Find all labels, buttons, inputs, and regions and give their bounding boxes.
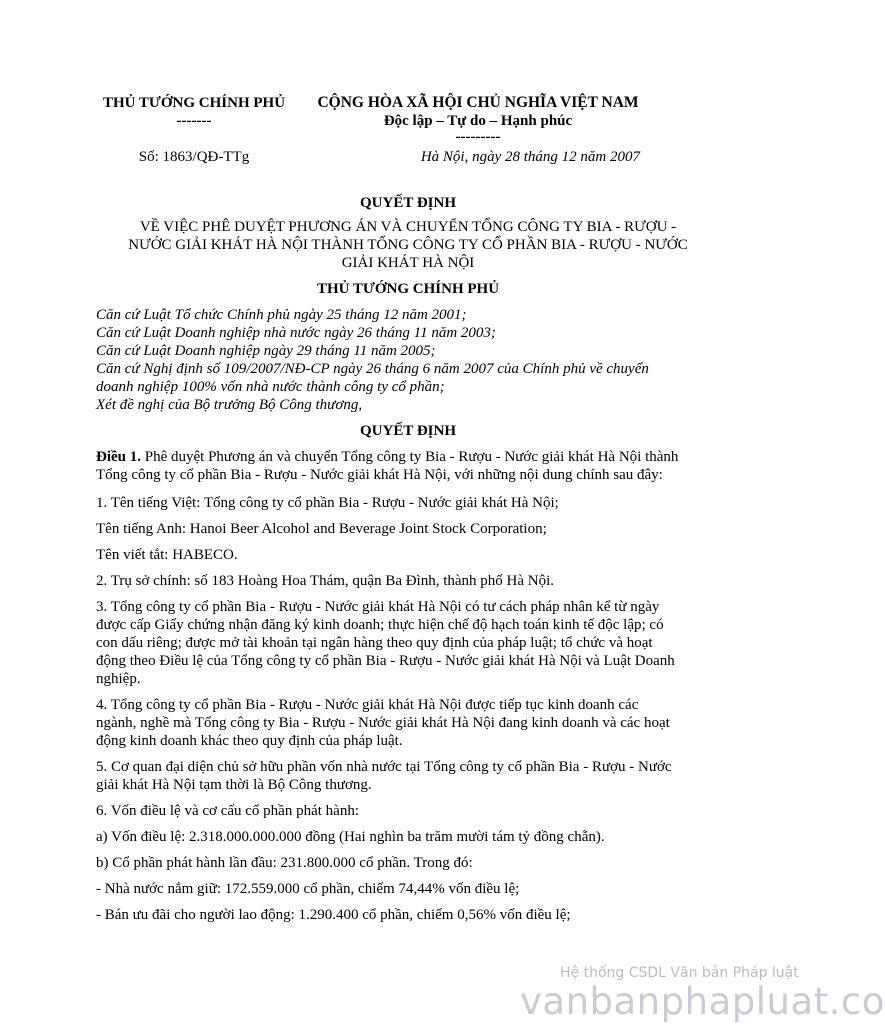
document-number: Số: 1863/QĐ-TTg bbox=[138, 149, 250, 165]
vietnamese-name: 1. Tên tiếng Việt: Tổng công ty cổ phần Bia - Rượu - Nước giải khát Hà Nội; bbox=[96, 495, 559, 511]
watermark-site: vanbanphapluat.co bbox=[520, 980, 885, 1023]
clause-6b-employee-share: - Bán ưu đãi cho người lao động: 1.290.400 cổ phần, chiếm 0,56% vốn điều lệ; bbox=[96, 907, 571, 923]
document-subject-line-1: VỀ VIỆC PHÊ DUYỆT PHƯƠNG ÁN VÀ CHUYỂN TỔNG CÔNG TY BIA - RƯỢU - bbox=[139, 219, 677, 235]
national-title-block bbox=[316, 94, 640, 148]
document-subject-line-2: NƯỚC GIẢI KHÁT HÀ NỘI THÀNH TỔNG CÔNG TY CỔ PHẦN BIA - RƯỢU - NƯỚC bbox=[128, 237, 688, 253]
clause-6a: a) Vốn điều lệ: 2.318.000.000.000 đồng (Hai nghìn ba trăm mười tám tỷ đồng chẵn). bbox=[96, 829, 605, 845]
clause-6: 6. Vốn điều lệ và cơ cấu cổ phần phát hành: bbox=[96, 803, 359, 819]
agency-rule: ------- bbox=[176, 113, 212, 129]
clause-4-line-3: động kinh doanh khác theo quy định của pháp luật. bbox=[96, 733, 403, 749]
legal-basis-5: Xét đề nghị của Bộ trưởng Bộ Công thương, bbox=[96, 397, 363, 413]
clause-3-line-2: được cấp Giấy chứng nhận đăng ký kinh doanh; thực hiện chế độ hạch toán kinh tế độc lập; có bbox=[96, 617, 664, 633]
decision-heading: QUYẾT ĐỊNH bbox=[360, 423, 456, 439]
clause-3-line-1: 3. Tổng công ty cổ phần Bia - Rượu - Nước giải khát Hà Nội có tư cách pháp nhân kể từ ngày bbox=[96, 599, 660, 615]
english-name: Tên tiếng Anh: Hanoi Beer Alcohol and Beverage Joint Stock Corporation; bbox=[96, 521, 547, 537]
clause-3-line-4: động theo Điều lệ của Tổng công ty cổ phần Bia - Rượu - Nước giải khát Hà Nội và Luật Doanh bbox=[96, 653, 675, 669]
clause-4-line-1: 4. Tổng công ty cổ phần Bia - Rượu - Nước giải khát Hà Nội được tiếp tục kinh doanh các bbox=[96, 697, 639, 713]
clause-3-line-5: nghiệp. bbox=[96, 671, 141, 687]
clause-6b: b) Cổ phần phát hành lần đầu: 231.800.000 cổ phần. Trong đó: bbox=[96, 855, 473, 871]
national-motto: Độc lập – Tự do – Hạnh phúc bbox=[383, 113, 573, 129]
issuing-agency: THỦ TƯỚNG CHÍNH PHỦ bbox=[102, 95, 286, 111]
legal-basis-4-cont: doanh nghiệp 100% vốn nhà nước thành công ty cổ phần; bbox=[96, 379, 445, 395]
document-type-title: QUYẾT ĐỊNH bbox=[360, 195, 456, 211]
document-subject-line-3: GIẢI KHÁT HÀ NỘI bbox=[341, 255, 475, 271]
article-1-line-1 bbox=[96, 448, 722, 466]
place-date: Hà Nội, ngày 28 tháng 12 năm 2007 bbox=[420, 149, 640, 165]
article-1-line-2: Tổng công ty cổ phần Bia - Rượu - Nước giải khát Hà Nội, với những nội dung chính sau đây: bbox=[96, 467, 663, 483]
clause-6b-state-share: - Nhà nước nắm giữ: 172.559.000 cổ phần, chiếm 74,44% vốn điều lệ; bbox=[96, 881, 520, 897]
national-title: CỘNG HÒA XÃ HỘI CHỦ NGHĨA VIỆT NAM bbox=[317, 94, 639, 111]
article-1-text: Phê duyệt Phương án và chuyển Tổng công ty Bia - Rượu - Nước giải khát Hà Nội thành bbox=[141, 449, 679, 465]
abbreviated-name: Tên viết tắt: HABECO. bbox=[96, 547, 238, 563]
legal-basis-1: Căn cứ Luật Tổ chức Chính phủ ngày 25 tháng 12 năm 2001; bbox=[96, 307, 467, 323]
authority-title: THỦ TƯỚNG CHÍNH PHỦ bbox=[316, 281, 500, 297]
motto-rule: --------- bbox=[455, 129, 501, 145]
head-office: 2. Trụ sở chính: số 183 Hoàng Hoa Thám, quận Ba Đình, thành phố Hà Nội. bbox=[96, 573, 555, 589]
legal-basis-2: Căn cứ Luật Doanh nghiệp nhà nước ngày 26 tháng 11 năm 2003; bbox=[96, 325, 496, 341]
clause-5-line-2: giải khát Hà Nội tạm thời là Bộ Công thương. bbox=[96, 777, 372, 793]
clause-3-line-3: con dấu riêng; được mở tài khoản tại ngân hàng theo quy định của pháp luật; tổ chức và hoạt bbox=[96, 635, 653, 651]
legal-basis-4: Căn cứ Nghị định số 109/2007/NĐ-CP ngày 26 tháng 6 năm 2007 của Chính phủ về chuyển bbox=[96, 361, 649, 377]
clause-4-line-2: ngành, nghề mà Tổng công ty Bia - Rượu - Nước giải khát Hà Nội đang kinh doanh và các hoạt bbox=[96, 715, 670, 731]
issuing-agency-block bbox=[96, 94, 292, 130]
clause-5-line-1: 5. Cơ quan đại diện chủ sở hữu phần vốn nhà nước tại Tổng công ty cổ phần Bia - Rượu - Nước bbox=[96, 759, 672, 775]
article-1-label: Điều 1. bbox=[96, 449, 141, 465]
watermark-caption: Hệ thống CSDL Văn bản Pháp luật bbox=[560, 965, 799, 981]
legal-basis-3: Căn cứ Luật Doanh nghiệp ngày 29 tháng 11 năm 2005; bbox=[96, 343, 436, 359]
